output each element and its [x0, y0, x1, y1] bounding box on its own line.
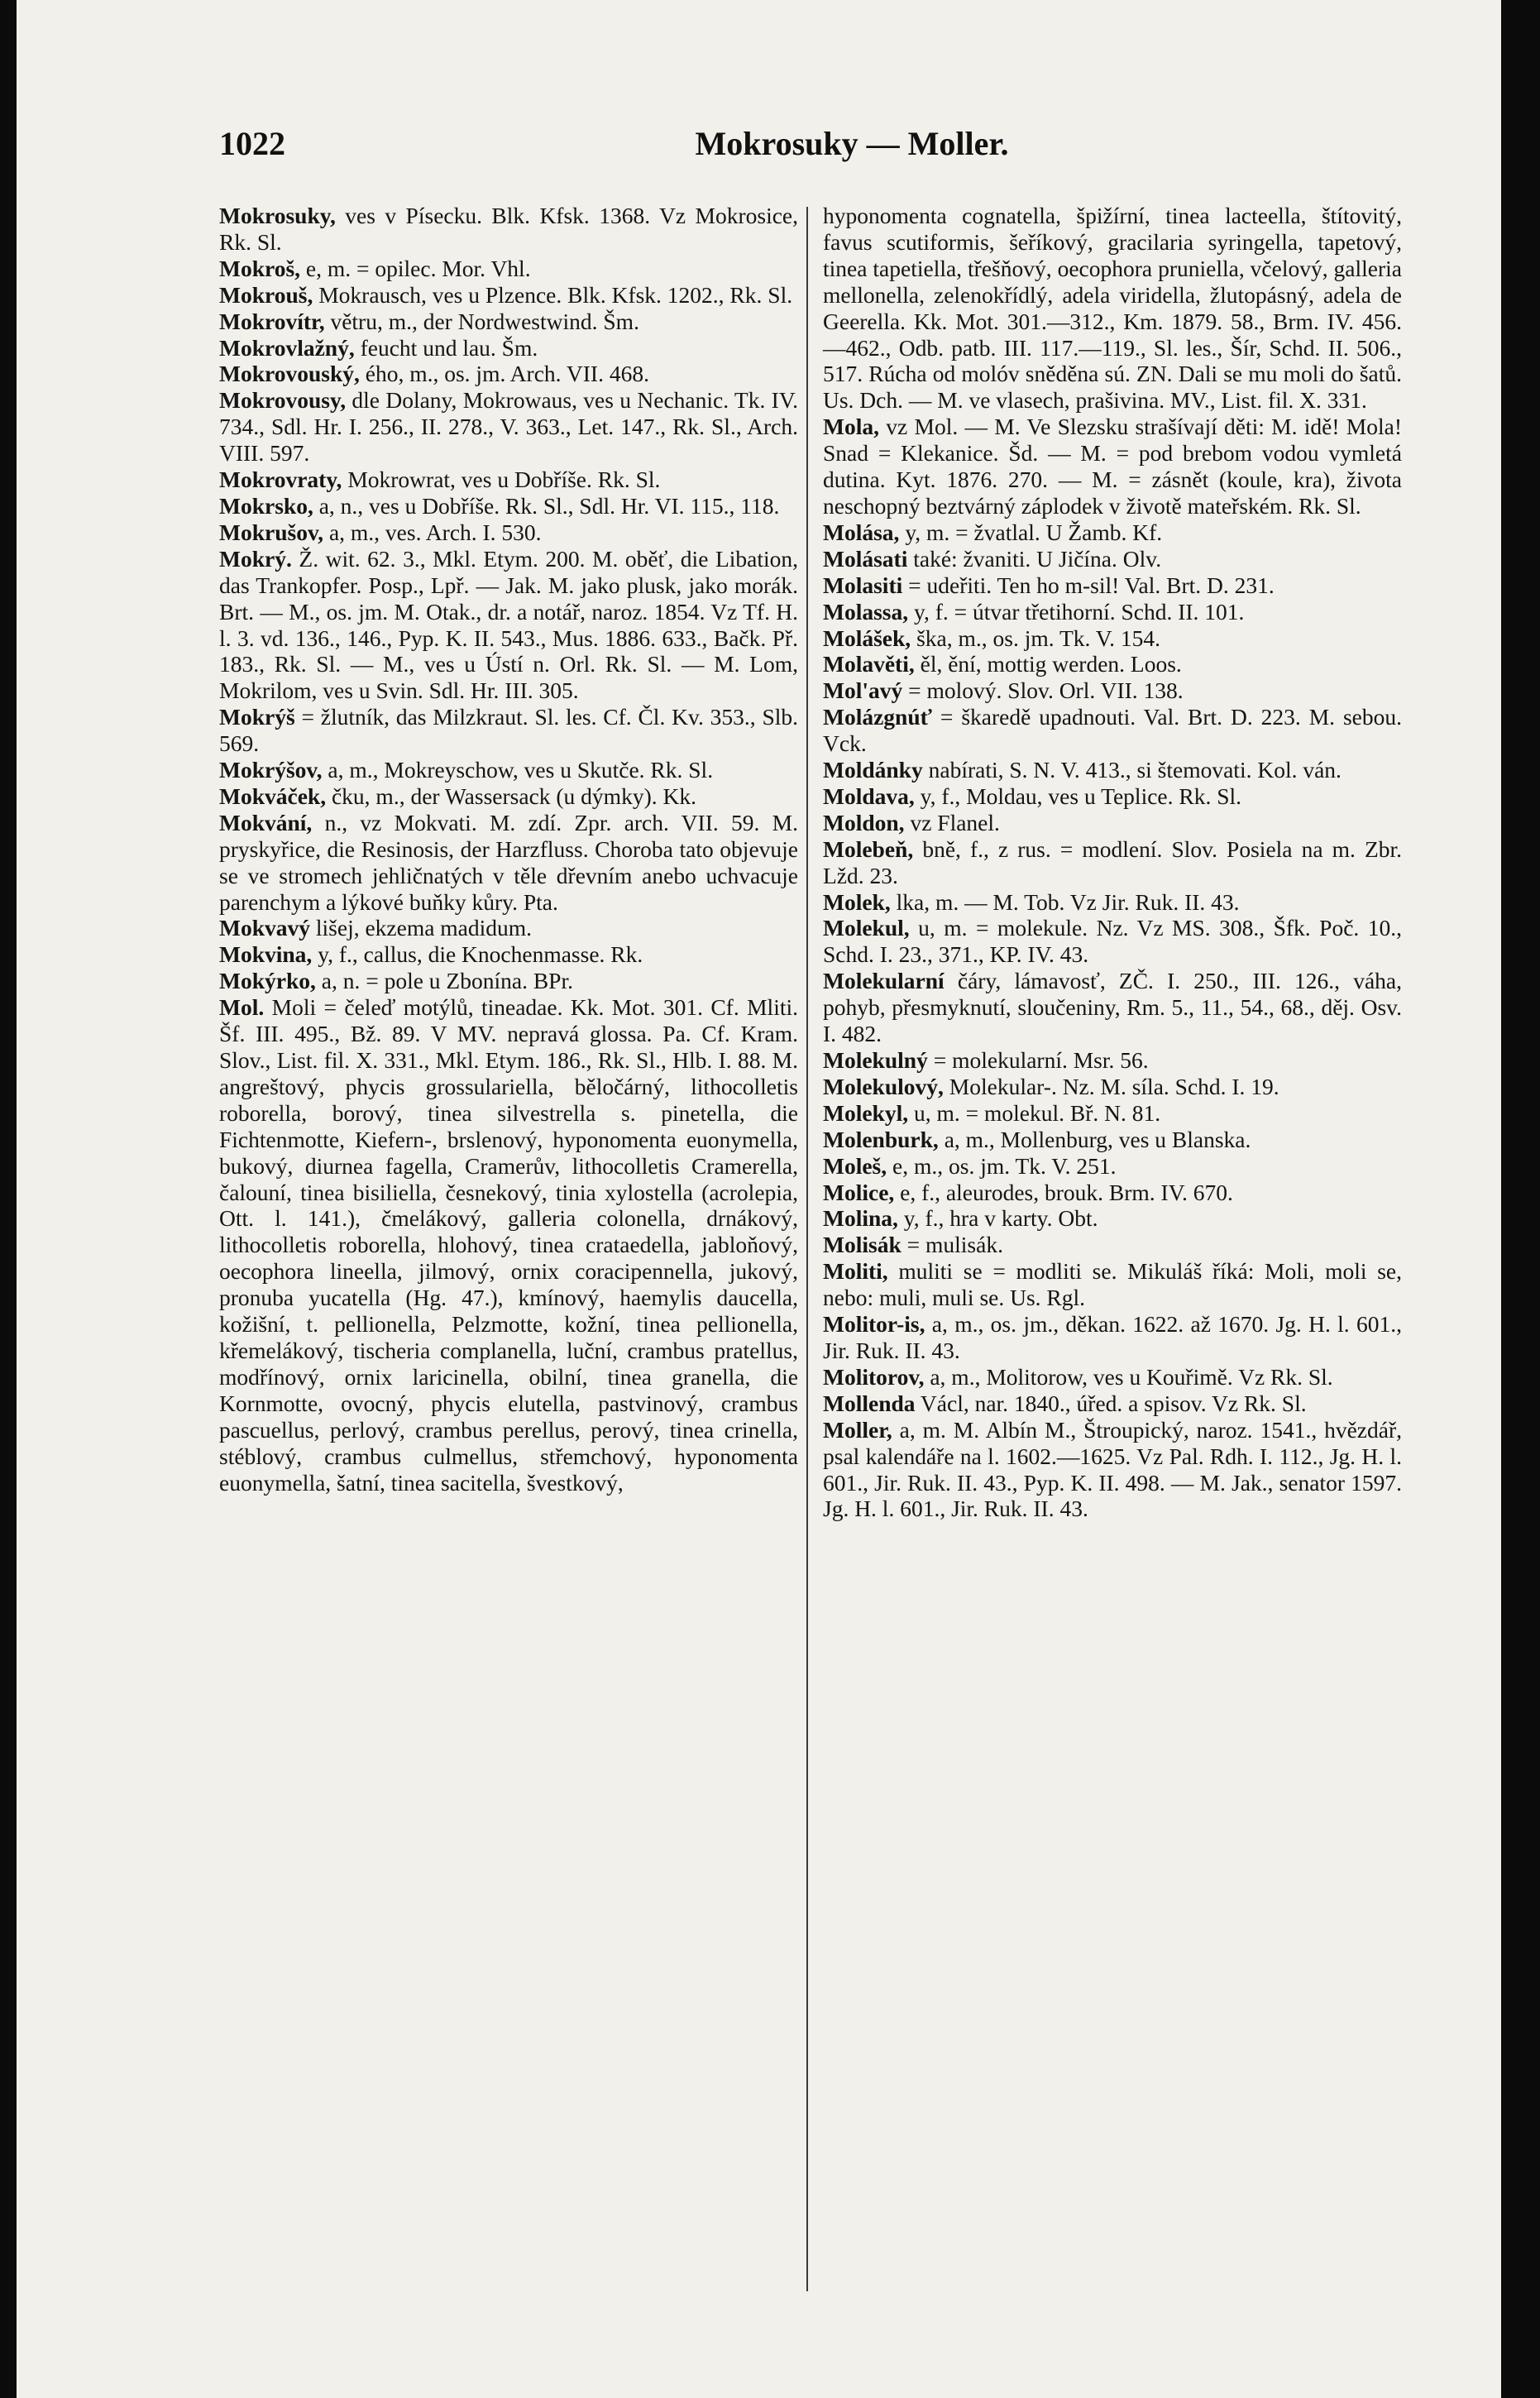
entry-text: vz Flanel. [910, 809, 1000, 835]
entry-headword: Molice, [823, 1179, 895, 1205]
entry-headword: Mokvina, [219, 941, 313, 968]
entry-text: y, f., hra v karty. Obt. [903, 1205, 1098, 1232]
entry-text: čku, m., der Wassersack (u dýmky). Kk. [331, 783, 696, 809]
dictionary-entry [823, 1074, 1402, 1100]
dictionary-entry [219, 704, 798, 757]
entry-text: y, f. = útvar třetihorní. Schd. II. 101. [914, 598, 1245, 625]
entry-text: nabírati, S. N. V. 413., si štemovati. Kol. ván. [928, 757, 1342, 783]
entry-headword: Molassa, [823, 598, 909, 625]
dictionary-entry [219, 915, 798, 941]
entry-text: lka, m. — M. Tob. Vz Jir. Ruk. II. 43. [896, 888, 1240, 915]
entry-text: = škaredě upadnouti. Val. Brt. D. 223. M. sebou. Vck. [823, 704, 1402, 757]
dictionary-entry [219, 757, 798, 783]
entry-headword: Molebeň, [823, 835, 914, 862]
entry-headword: Molenburk, [823, 1126, 939, 1152]
dictionary-entry [823, 599, 1402, 625]
dictionary-entry [823, 1180, 1402, 1206]
entry-headword: Molekyl, [823, 1099, 909, 1126]
dictionary-entry [823, 546, 1402, 572]
dictionary-entry [219, 941, 798, 968]
entry-text: Moli = čeleď motýlů, tineadae. Kk. Mot. 301. Cf. Mliti. Šf. III. 495., Bž. 89. V MV. nepravá glossa. Pa. Cf. Kram. Slov., List. fil. X. 331., Mkl. Etym. 186., Rk. Sl., Hlb. I. 88. M. angreštový, phycis grossulariella, běločárný, lithocolletis roborella, borový, tinea silvestrella s. pinetella, die Fichtenmotte, Kiefern-, brslenový, hyponomenta euonymella, bukový, diurnea fagella, Cramerův, lithocolletis Cramerella, čalouní, tinea bisiliella, česnekový, tinia xylostella (acrolepia, Ott. l. 141.), čmelákový, galleria colonella, drnákový, lithocolletis roborella, hlohový, tinea crataedella, jabloňový, oecophora lineella, jilmový, ornix coracipennella, jukový, pronuba yucatella (Hg. 47.), kmínový, haemylis daucella, kožišní, t. pellionella, Pelzmotte, kožní, tinea pellionella, křemelákový, tischeria complanella, luční, crambus pratellus, modřínový, ornix laricinella, obilní, tinea granella, die Kornmotte, ovocný, phycis elutella, pastvinový, crambus pascuellus, perlový, crambus perellus, perový, tinea crinella, stéblový, crambus culmellus, střemchový, hyponomenta euonymella, šatní, tinea sacitella, švestkový, [219, 994, 798, 1496]
entry-text: vz Mol. — M. Ve Slezsku strašívají děti: M. idě! Mola! Snad = Klekanice. Šd. — M. = pod brebom vodou vymletá dutina. Kyt. 1876. 270. — M. = zásnět (koule, kra), života neschopný beztvárný záplodek v životě mateřském. Rk. Sl. [823, 414, 1402, 519]
entry-headword: Mokroš, [219, 255, 301, 281]
dictionary-entry [823, 1364, 1402, 1390]
right-column [823, 203, 1402, 1522]
running-head [17, 124, 1501, 174]
entry-text: a, m., Molitorow, ves u Kouřimě. Vz Rk. Sl. [930, 1363, 1333, 1390]
entry-text: a, n. = pole u Zbonína. BPr. [321, 968, 573, 994]
entry-text: a, m., os. jm., děkan. 1622. až 1670. Jg. H. l. 601., Jir. Ruk. II. 43. [823, 1311, 1402, 1363]
entry-headword: Mokrovouský, [219, 361, 360, 387]
entry-headword: Mokrý. [219, 545, 292, 572]
entry-headword: Mokrýš [219, 704, 295, 730]
dictionary-entry [823, 1153, 1402, 1180]
entry-text: u, m. = molekul. Bř. N. 81. [914, 1099, 1161, 1126]
entry-headword: Mola, [823, 414, 879, 440]
entry-text: = molový. Slov. Orl. VII. 138. [908, 677, 1184, 704]
dictionary-page [17, 0, 1501, 2398]
entry-text: e, m., os. jm. Tk. V. 251. [892, 1152, 1117, 1179]
dictionary-entry [219, 309, 798, 335]
entry-text: Molekular-. Nz. M. síla. Schd. I. 19. [949, 1073, 1279, 1099]
entry-text: feucht und lau. Šm. [360, 334, 538, 361]
entry-headword: Mokýrko, [219, 968, 316, 994]
dictionary-entry [823, 1258, 1402, 1311]
entry-text: Ž. wit. 62. 3., Mkl. Etym. 200. M. oběť, die Libation, das Trankopfer. Posp., Lpř. — Jak. M. jako plusk, jako morák. Brt. — M., os. jm. M. Otak., dr. a notář, naroz. 1854. Vz Tf. H. l. 3. vd. 136., 146., Pyp. K. II. 543., Mus. 1886. 633., Bačk. Př. 183., Rk. Sl. — M., ves u Ústí n. Orl. Rk. Sl. — M. Lom, Mokrilom, ves u Svin. Sdl. Hr. III. 305. [219, 545, 798, 704]
entry-text: a, m. M. Albín M., Štroupický, naroz. 1541., hvězdář, psal kalendáře na l. 1602.—1625. Vz Pal. Rdh. I. 112., Jg. H. l. 601., Jir. Ruk. II. 43., Pyp. K. II. 498. — M. Jak., senator 1597. Jg. H. l. 601., Jir. Ruk. II. 43. [823, 1416, 1403, 1522]
entry-headword: Mokvavý [219, 915, 310, 941]
column-divider [806, 207, 808, 2291]
dictionary-entry [823, 203, 1402, 414]
dictionary-entry [823, 1127, 1402, 1153]
dictionary-entry [823, 704, 1402, 757]
entry-text: a, n., ves u Dobříše. Rk. Sl., Sdl. Hr. VI. 115., 118. [318, 492, 780, 519]
entry-text: bně, f., z rus. = modlení. Slov. Posiela na m. Zbr. Lžd. 23. [823, 835, 1403, 888]
entry-text: Václ, nar. 1840., úřed. a spisov. Vz Rk. Sl. [920, 1390, 1307, 1416]
entry-text: = udeřiti. Ten ho m-sil! Val. Brt. D. 231. [908, 572, 1275, 598]
entry-text: hyponomenta cognatella, špižírní, tinea lacteella, štítovitý, favus scutiformis, šeříkový, gracilaria syringella, tapetový, tinea tapetiella, třešňový, oecophora pruniella, včelový, galleria mellonella, zelenokřídlý, adela viridella, žlutopásný, adela de Geerella. Kk. Mot. 301.—312., Km. 1879. 58., Brm. IV. 456.—462., Odb. patb. III. 117.—119., Sl. les., Šír, Schd. II. 506., 517. Rúcha od molóv sněděna sú. ZN. Dali se mu moli do šatů. Us. Dch. — M. ve vlasech, prašivina. MV., List. fil. X. 331. [823, 203, 1402, 414]
entry-text: a, m., ves. Arch. I. 530. [328, 519, 542, 545]
entry-text: = žlutník, das Milzkraut. Sl. les. Cf. Čl. Kv. 353., Slb. 569. [219, 704, 798, 757]
entry-headword: Molisák [823, 1232, 902, 1258]
entry-text: Mokrowrat, ves u Dobříše. Rk. Sl. [347, 467, 661, 493]
entry-text: e, m. = opilec. Mor. Vhl. [305, 255, 531, 281]
entry-headword: Molekul, [823, 915, 910, 941]
entry-text: = molekularní. Msr. 56. [933, 1047, 1149, 1073]
entry-text: a, m., Mollenburg, ves u Blanska. [944, 1126, 1251, 1152]
entry-headword: Mokrušov, [219, 519, 324, 545]
dictionary-entry [823, 1390, 1402, 1417]
left-column [219, 203, 798, 1496]
dictionary-entry [219, 203, 798, 256]
dictionary-entry [823, 519, 1402, 546]
entry-headword: Molása, [823, 519, 900, 545]
entry-text: y, f., Moldau, ves u Teplice. Rk. Sl. [920, 783, 1242, 809]
dictionary-entry [823, 1205, 1402, 1232]
dictionary-entry [219, 467, 798, 493]
dictionary-entry [823, 1232, 1402, 1258]
page-number: 1022 [219, 125, 285, 162]
dictionary-entry [823, 757, 1402, 783]
entry-headword: Molitorov, [823, 1363, 925, 1390]
dictionary-entry [219, 282, 798, 309]
entry-headword: Molázgnúť [823, 704, 932, 730]
entry-text: y, f., callus, die Knochenmasse. Rk. [318, 941, 643, 968]
entry-headword: Mokrovítr, [219, 308, 325, 334]
entry-headword: Molekularní [823, 968, 945, 994]
entry-headword: Moliti, [823, 1258, 888, 1285]
dictionary-entry [219, 810, 798, 916]
dictionary-entry [823, 889, 1402, 916]
entry-headword: Mollenda [823, 1390, 916, 1416]
entry-headword: Moldava, [823, 783, 915, 809]
entry-headword: Molekulný [823, 1047, 928, 1073]
dictionary-entry [823, 968, 1402, 1047]
entry-headword: Mokrovlažný, [219, 334, 355, 361]
entry-text: ého, m., os. jm. Arch. VII. 468. [365, 361, 649, 387]
dictionary-entry [823, 810, 1402, 836]
entry-text: lišej, ekzema madidum. [315, 915, 533, 941]
dictionary-entry [219, 335, 798, 361]
entry-text: a, m., Mokreyschow, ves u Skutče. Rk. Sl. [328, 757, 714, 783]
dictionary-entry [823, 1100, 1402, 1127]
entry-headword: Mokvání, [219, 809, 313, 835]
entry-headword: Molášek, [823, 625, 911, 651]
dictionary-entry [823, 625, 1402, 652]
entry-text: = mulisák. [906, 1232, 1003, 1258]
entry-headword: Molitor-is, [823, 1311, 925, 1338]
dictionary-entry [823, 836, 1402, 889]
entry-text: n., vz Mokvati. M. zdí. Zpr. arch. VII. 59. M. pryskyřice, die Resinosis, der Harzfluss. Choroba tato objevuje se ve stromech jehličnatých v těle dřevním anebo uchvacuje parenchym a lýkové buňky kůry. Pta. [219, 809, 798, 915]
dictionary-entry [219, 493, 798, 519]
entry-headword: Moldánky [823, 757, 923, 783]
entry-headword: Molekulový, [823, 1073, 944, 1099]
page-title: Mokrosuky — Moller. [695, 125, 1009, 162]
entry-text: větru, m., der Nordwestwind. Šm. [330, 308, 639, 334]
entry-text: ěl, ění, mottig werden. Loos. [920, 651, 1182, 677]
dictionary-entry [823, 572, 1402, 599]
entry-headword: Mokrovousy, [219, 387, 347, 414]
entry-headword: Mol. [219, 994, 265, 1021]
dictionary-entry [219, 256, 798, 282]
dictionary-entry [219, 994, 798, 1496]
entry-headword: Mokrouš, [219, 281, 313, 308]
dictionary-entry [823, 651, 1402, 677]
entry-headword: Mol'avý [823, 677, 903, 704]
dictionary-entry [219, 519, 798, 546]
entry-headword: Mokrýšov, [219, 757, 323, 783]
entry-text: dle Dolany, Mokrowaus, ves u Nechanic. Tk. IV. 734., Sdl. Hr. I. 256., II. 278., V. 363., Let. 147., Rk. Sl., Arch. VIII. 597. [219, 387, 799, 467]
entry-text: ves v Písecku. Blk. Kfsk. 1368. Vz Mokrosice, Rk. Sl. [219, 203, 799, 255]
entry-headword: Molásati [823, 545, 908, 572]
dictionary-entry [219, 546, 798, 704]
dictionary-entry [823, 1417, 1402, 1523]
dictionary-entry [219, 783, 798, 810]
entry-text: ška, m., os. jm. Tk. V. 154. [916, 625, 1160, 651]
entry-headword: Moldon, [823, 809, 905, 835]
dictionary-entry [823, 783, 1402, 810]
entry-headword: Molavěti, [823, 651, 915, 677]
entry-headword: Molek, [823, 888, 891, 915]
entry-headword: Moleš, [823, 1152, 887, 1179]
entry-headword: Molasiti [823, 572, 903, 598]
dictionary-entry [823, 1047, 1402, 1074]
entry-text: čáry, lámavosť, ZČ. I. 250., III. 126., váha, pohyb, přesmyknutí, sloučeniny, Rm. 5., 11., 54., 68., děj. Osv. I. 482. [823, 968, 1402, 1047]
dictionary-entry [823, 915, 1402, 968]
dictionary-entry [219, 361, 798, 387]
entry-headword: Mokrsko, [219, 492, 313, 519]
entry-headword: Mokváček, [219, 783, 327, 809]
entry-headword: Molina, [823, 1205, 898, 1232]
entry-text: muliti se = modliti se. Mikuláš říká: Moli, moli se, nebo: muli, muli se. Us. Rgl. [823, 1258, 1402, 1311]
entry-headword: Moller, [823, 1416, 892, 1443]
entry-text: u, m. = molekule. Nz. Vz MS. 308., Šfk. Poč. 10., Schd. I. 23., 371., KP. IV. 43. [823, 915, 1402, 968]
entry-text: také: žvaniti. U Jičína. Olv. [913, 545, 1162, 572]
entry-text: y, m. = žvatlal. U Žamb. Kf. [905, 519, 1163, 545]
dictionary-entry [823, 414, 1402, 519]
dictionary-entry [219, 968, 798, 994]
dictionary-entry [823, 1311, 1402, 1364]
dictionary-entry [823, 677, 1402, 704]
entry-text: Mokrausch, ves u Plzence. Blk. Kfsk. 1202., Rk. Sl. [318, 281, 793, 308]
entry-text: e, f., aleurodes, brouk. Brm. IV. 670. [900, 1179, 1233, 1205]
entry-headword: Mokrovraty, [219, 467, 342, 493]
dictionary-entry [219, 387, 798, 467]
entry-headword: Mokrosuky, [219, 203, 336, 228]
